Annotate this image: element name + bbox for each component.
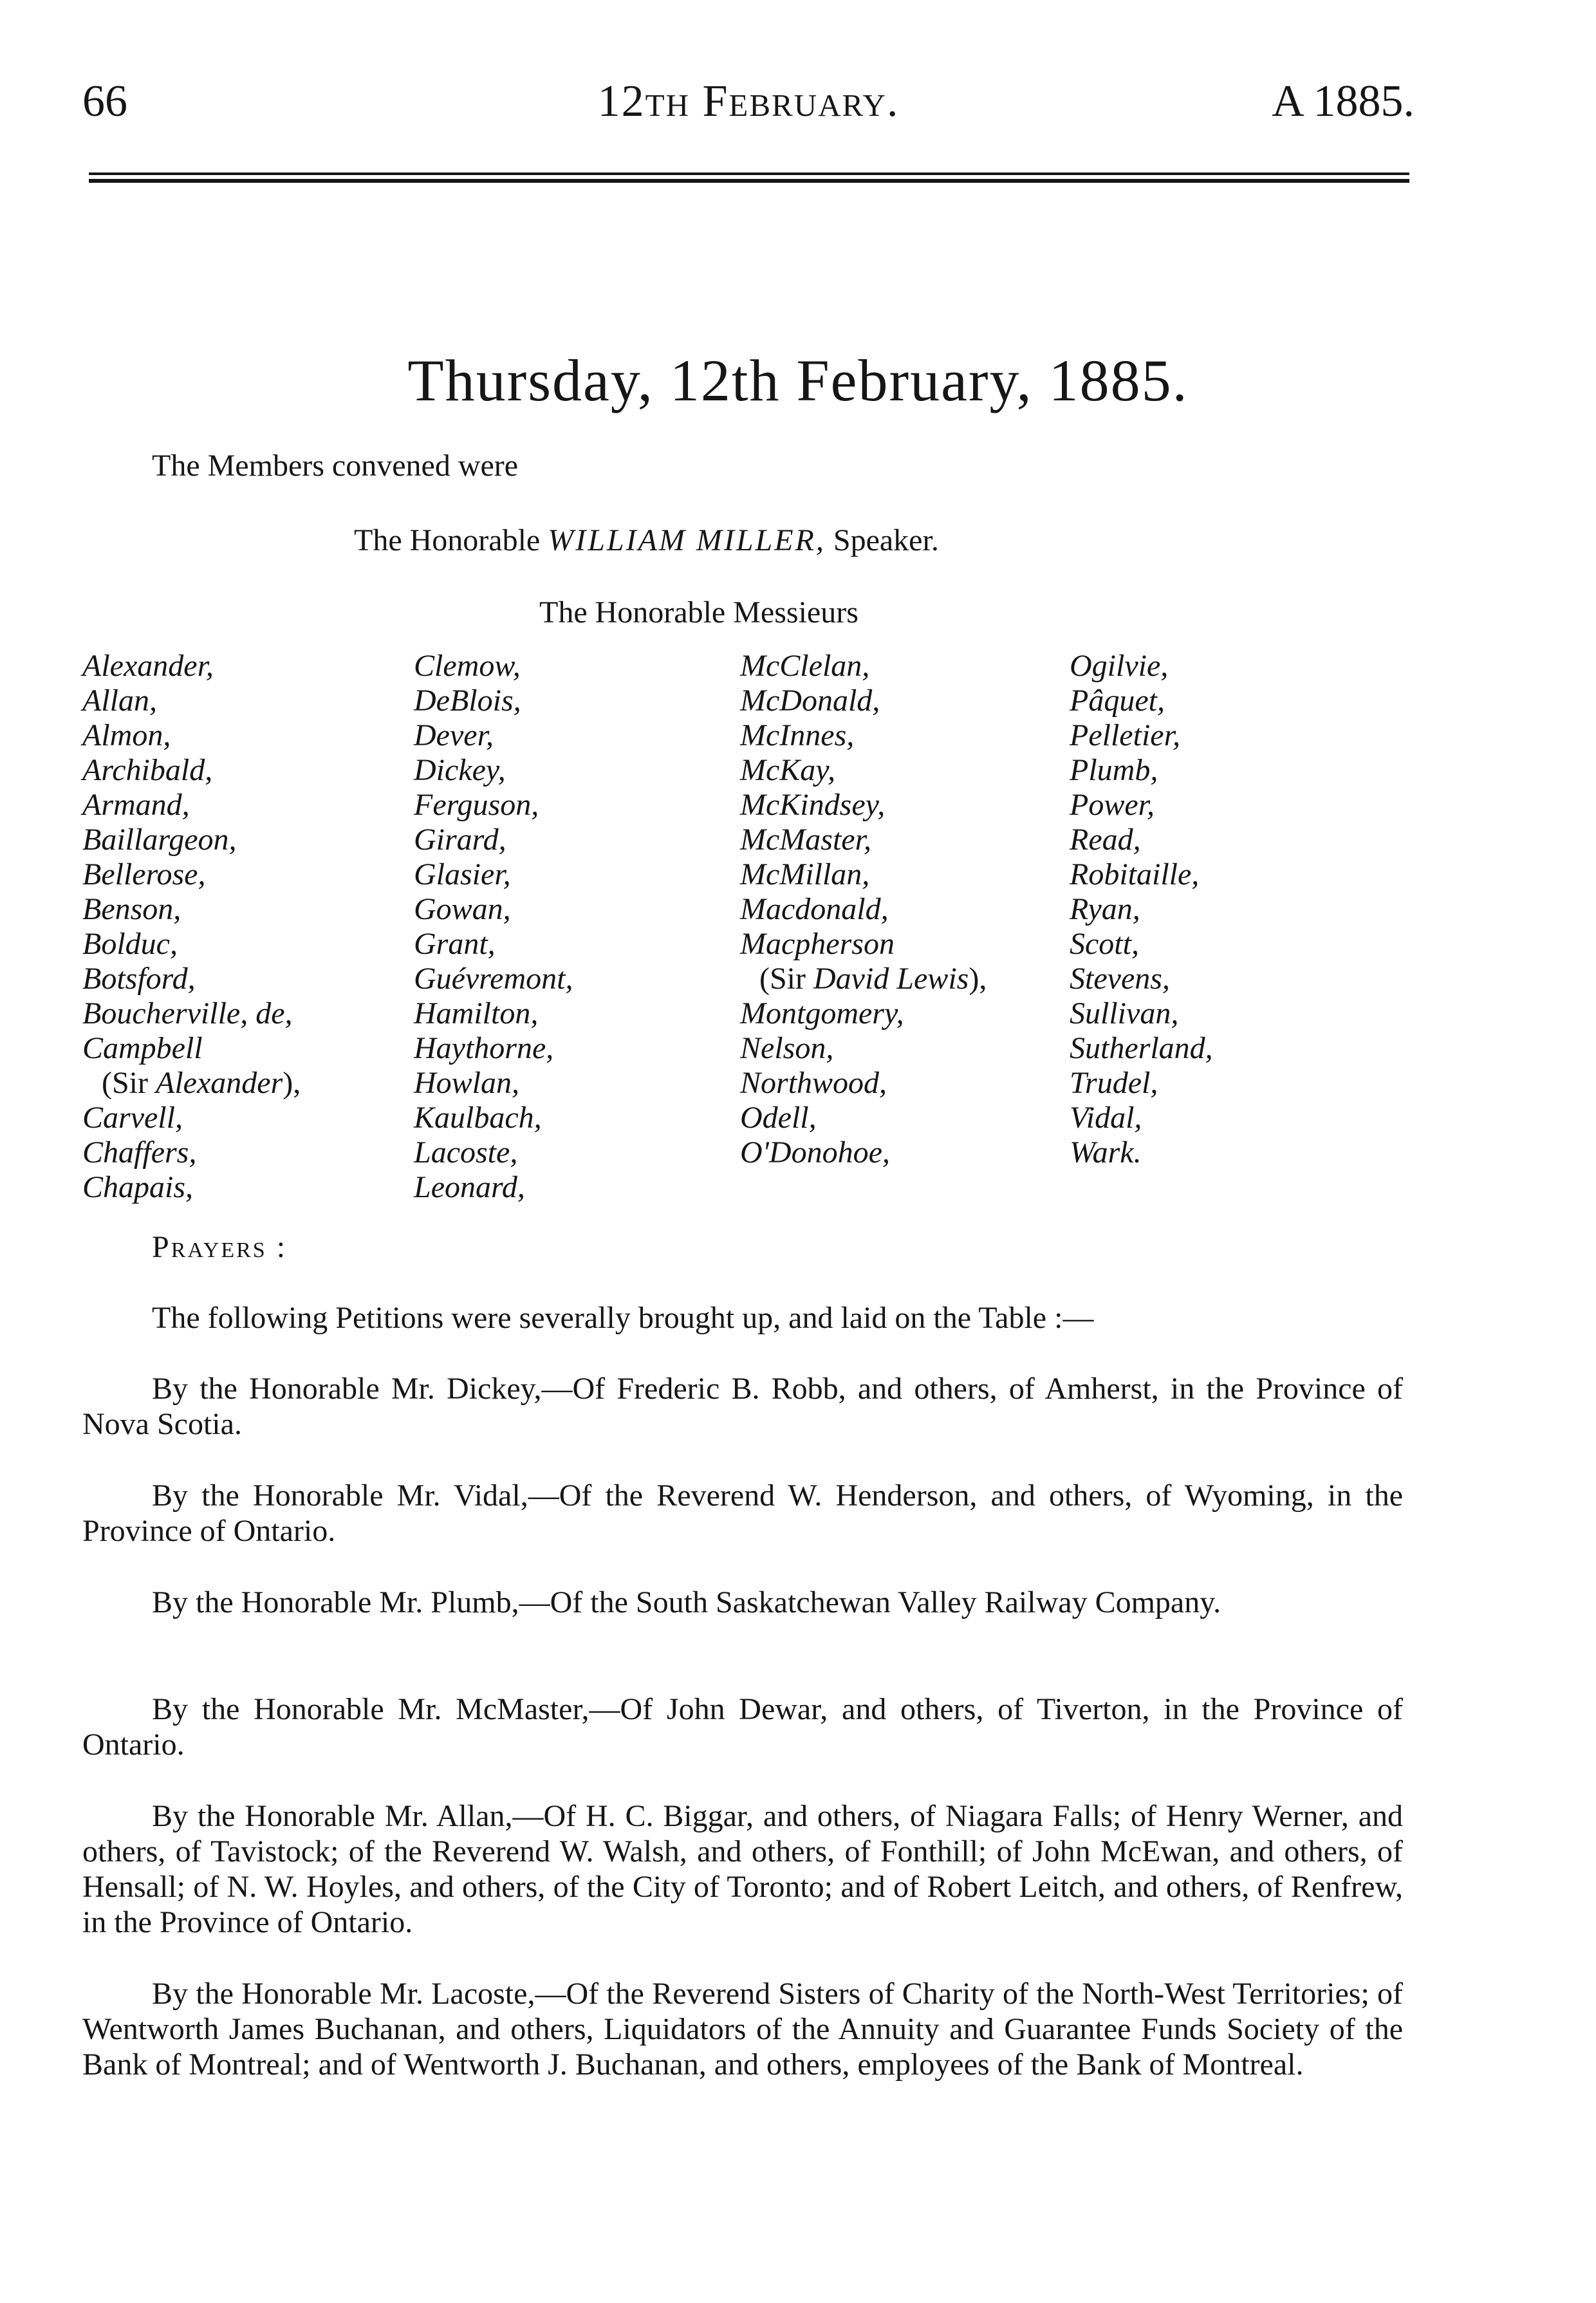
member-name: Leonard, bbox=[414, 1170, 525, 1204]
members-list bbox=[82, 649, 1403, 1215]
sitting-title: Thursday, 12th February, 1885. bbox=[407, 348, 1189, 413]
member-name: Macdonald, bbox=[740, 892, 889, 926]
running-year: A 1885. bbox=[1272, 77, 1415, 126]
members-column-2 bbox=[414, 649, 573, 1205]
member-name-qualifier bbox=[740, 962, 987, 996]
messieurs-heading: The Honorable Messieurs bbox=[539, 595, 858, 629]
member-name: Carvell, bbox=[82, 1101, 183, 1135]
members-column-1 bbox=[82, 649, 301, 1205]
member-name: Kaulbach, bbox=[414, 1101, 542, 1135]
member-name: Grant, bbox=[414, 927, 496, 961]
member-name: McInnes, bbox=[740, 718, 855, 752]
member-name: Clemow, bbox=[414, 649, 521, 683]
speaker-prefix: The Honorable bbox=[354, 523, 541, 557]
member-name: Ferguson, bbox=[414, 788, 539, 822]
member-name: Pâquet, bbox=[1070, 684, 1165, 718]
qualifier-name: Alexander bbox=[156, 1066, 283, 1100]
member-name: Stevens, bbox=[1070, 962, 1170, 996]
member-name: Trudel, bbox=[1070, 1066, 1158, 1100]
header-rule-thin bbox=[89, 172, 1409, 175]
member-name: Pelletier, bbox=[1070, 718, 1180, 752]
member-name: Howlan, bbox=[414, 1066, 520, 1100]
member-name: Allan, bbox=[82, 684, 157, 718]
member-name: McKindsey, bbox=[740, 788, 886, 822]
speaker-line bbox=[354, 523, 939, 558]
member-name: Lacoste, bbox=[414, 1135, 518, 1170]
petition-paragraph: By the Honorable Mr. Plumb,—Of the South Saskatchewan Valley Railway Company. bbox=[152, 1585, 1221, 1619]
page-header bbox=[82, 76, 1415, 140]
member-name: Baillargeon, bbox=[82, 823, 237, 857]
member-name: Gowan, bbox=[414, 892, 511, 926]
member-name: Botsford, bbox=[82, 962, 196, 996]
petition-paragraph: By the Honorable Mr. Lacoste,—Of the Reverend Sisters of Charity of the North-West Territories; of Wentworth James Buchanan, and others, Liquidators of the Annuity and Guarantee Funds Society of the Bank of Montreal; and of Wentworth J. Buchanan, and others, employees of the Bank of Montreal. bbox=[82, 1977, 1403, 2082]
member-name: Scott, bbox=[1070, 927, 1139, 961]
qualifier-open: (Sir bbox=[759, 962, 806, 996]
petition-paragraph: By the Honorable Mr. Allan,—Of H. C. Biggar, and others, of Niagara Falls; of Henry Werner, and others, of Tavistock; of the Reverend W. Walsh, and others, of Fonthill; of John McEwan, and others, of Hensall; of N. W. Hoyles, and others, of the City of Toronto; and of Robert Leitch, and others, of Renfrew, in the Province of Ontario. bbox=[82, 1799, 1403, 1939]
running-date: 12th February. bbox=[597, 77, 900, 126]
speaker-name: WILLIAM MILLER, bbox=[548, 523, 826, 557]
member-name: Chaffers, bbox=[82, 1135, 197, 1170]
member-name-qualifier bbox=[82, 1066, 301, 1101]
member-name: Wark. bbox=[1070, 1135, 1142, 1170]
qualifier-open: (Sir bbox=[102, 1066, 148, 1100]
member-name: Boucherville, de, bbox=[82, 996, 293, 1030]
member-name: Plumb, bbox=[1070, 753, 1158, 787]
member-name: Sullivan, bbox=[1070, 996, 1179, 1030]
petition-paragraph: By the Honorable Mr. Vidal,—Of the Reverend W. Henderson, and others, of Wyoming, in the Province of Ontario. bbox=[82, 1478, 1403, 1548]
member-name: Girard, bbox=[414, 823, 506, 857]
member-name: Ryan, bbox=[1070, 892, 1140, 926]
member-name: Guévremont, bbox=[414, 962, 573, 996]
petition-paragraph: By the Honorable Mr. Dickey,—Of Frederic B. Robb, and others, of Amherst, in the Province of Nova Scotia. bbox=[82, 1372, 1403, 1441]
member-name: Campbell bbox=[82, 1031, 203, 1065]
member-name: Nelson, bbox=[740, 1031, 834, 1065]
member-name: Bellerose, bbox=[82, 857, 206, 891]
member-name: Alexander, bbox=[82, 649, 214, 683]
member-name: Odell, bbox=[740, 1101, 817, 1135]
member-name: McDonald, bbox=[740, 684, 880, 718]
member-name: Dever, bbox=[414, 718, 494, 752]
speaker-suffix: Speaker. bbox=[833, 523, 939, 557]
member-name: Benson, bbox=[82, 892, 181, 926]
member-name: McMillan, bbox=[740, 857, 870, 891]
member-name: Bolduc, bbox=[82, 927, 178, 961]
member-name: Dickey, bbox=[414, 753, 506, 787]
member-name: DeBlois, bbox=[414, 684, 521, 718]
member-name: Power, bbox=[1070, 788, 1155, 822]
member-name: Sutherland, bbox=[1070, 1031, 1213, 1065]
member-name: Read, bbox=[1070, 823, 1141, 857]
member-name: Robitaille, bbox=[1070, 857, 1200, 891]
member-name: Northwood, bbox=[740, 1066, 887, 1100]
member-name: Almon, bbox=[82, 718, 171, 752]
member-name: Ogilvie, bbox=[1070, 649, 1169, 683]
member-name: Armand, bbox=[82, 788, 190, 822]
member-name: Archibald, bbox=[82, 753, 213, 787]
member-name: McKay, bbox=[740, 753, 835, 787]
member-name: Haythorne, bbox=[414, 1031, 554, 1065]
member-name: Hamilton, bbox=[414, 996, 539, 1030]
prayers-heading: Prayers : bbox=[152, 1230, 288, 1264]
page-number: 66 bbox=[82, 77, 127, 126]
petitions-intro: The following Petitions were severally brought up, and laid on the Table :— bbox=[152, 1301, 1094, 1335]
members-column-3 bbox=[740, 649, 987, 1170]
member-name: Montgomery, bbox=[740, 996, 904, 1030]
member-name: McMaster, bbox=[740, 823, 871, 857]
qualifier-close: ), bbox=[283, 1066, 301, 1100]
member-name: McClelan, bbox=[740, 649, 870, 683]
member-name: Chapais, bbox=[82, 1170, 194, 1204]
members-convened-intro: The Members convened were bbox=[152, 449, 519, 483]
member-name: Glasier, bbox=[414, 857, 511, 891]
qualifier-name: David Lewis bbox=[813, 962, 969, 996]
members-column-4 bbox=[1070, 649, 1213, 1170]
header-rule-thick bbox=[89, 179, 1409, 183]
member-name: Macpherson bbox=[740, 927, 895, 961]
member-name: Vidal, bbox=[1070, 1101, 1142, 1135]
member-name: O'Donohoe, bbox=[740, 1135, 890, 1170]
petition-paragraph: By the Honorable Mr. McMaster,—Of John Dewar, and others, of Tiverton, in the Province of Ontario. bbox=[82, 1692, 1403, 1762]
qualifier-close: ), bbox=[969, 962, 987, 996]
